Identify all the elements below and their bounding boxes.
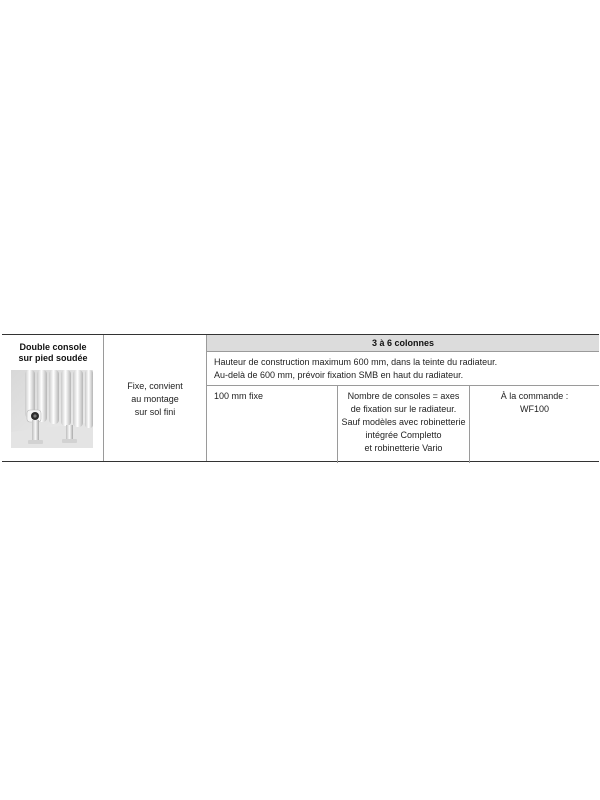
order-cell (470, 386, 599, 463)
mounting-line-3: sur sol fini (134, 407, 176, 417)
consoles-line-3: Sauf modèles avec robinetterie (341, 417, 466, 427)
order-code: WF100 (519, 404, 549, 414)
fixation-cell (207, 386, 338, 463)
columns-header: 3 à 6 colonnes (207, 335, 599, 352)
product-name-line-2: sur pied soudée (18, 353, 88, 363)
height-note-line-1: Hauteur de construction maximum 600 mm, dans la teinte du radiateur. (214, 357, 498, 367)
radiator-foot-console-icon (11, 370, 93, 448)
mounting-cell (104, 335, 207, 461)
fixation-value: 100 mm fixe (214, 391, 264, 401)
order-label: À la commande : (500, 391, 569, 401)
product-cell (2, 335, 104, 461)
height-note-line-2: Au-delà de 600 mm, prévoir fixation SMB en haut du radiateur. (214, 370, 464, 380)
mounting-text (104, 380, 206, 419)
spec-table (2, 334, 599, 462)
product-name (2, 342, 104, 364)
consoles-line-1: Nombre de consoles = axes (347, 391, 460, 401)
consoles-line-4: intégrée Completto (365, 430, 442, 440)
product-name-line-1: Double console (19, 342, 87, 352)
height-note (207, 352, 599, 386)
consoles-line-2: de fixation sur le radiateur. (350, 404, 457, 414)
mounting-line-1: Fixe, convient (127, 381, 183, 391)
consoles-line-5: et robinetterie Vario (364, 443, 443, 453)
mounting-line-2: au montage (131, 394, 179, 404)
consoles-cell (338, 386, 470, 463)
